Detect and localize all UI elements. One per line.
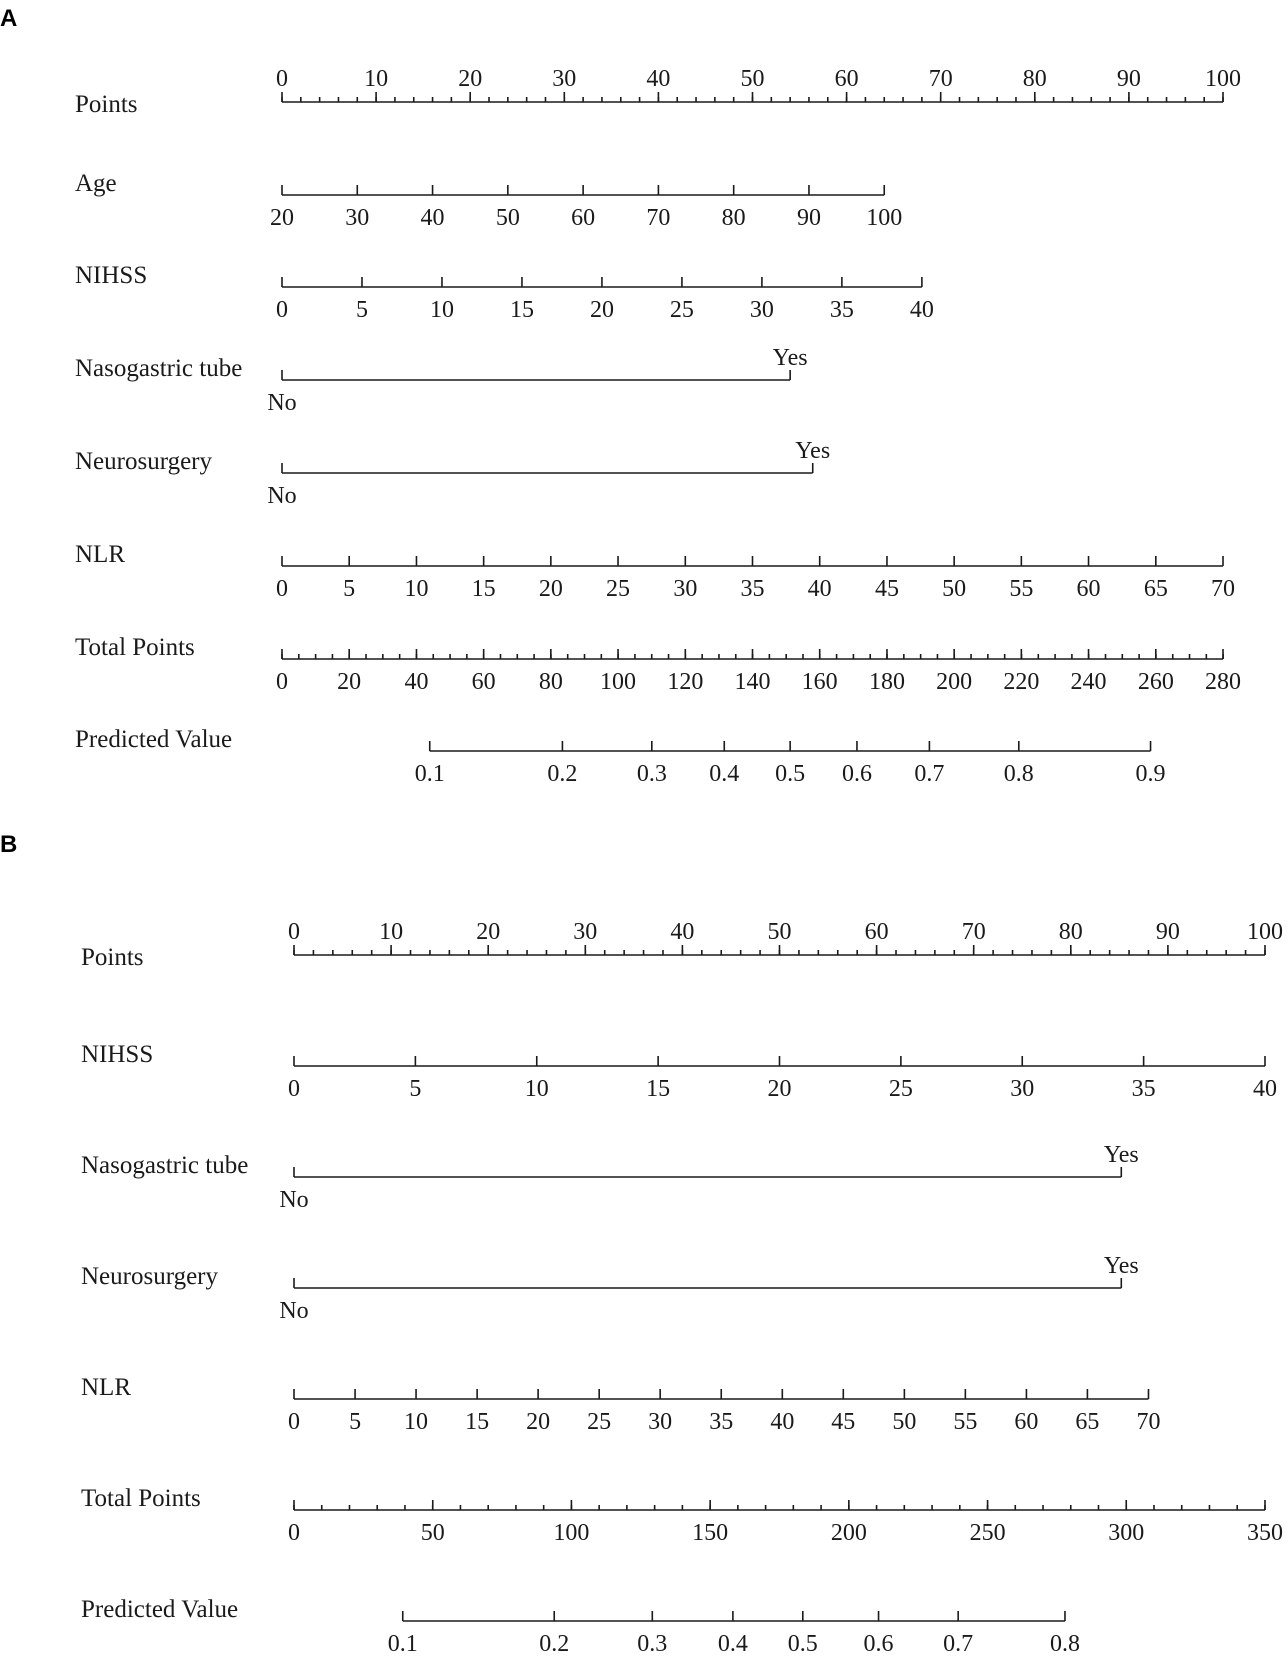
tick-label: 0.4	[717, 1631, 748, 1657]
tick-label: 70	[928, 66, 953, 92]
tick-label: 15	[465, 1409, 490, 1435]
row-neurosurgery	[75, 438, 830, 509]
panel-b-nomogram	[81, 919, 1283, 1657]
tick-label: 0.6	[863, 1631, 894, 1657]
tick-label: 30	[552, 66, 577, 92]
tick-label: 200	[936, 669, 973, 695]
tick-label: 45	[831, 1409, 856, 1435]
tick-label: 240	[1070, 669, 1107, 695]
tick-label: 35	[1131, 1076, 1156, 1102]
row-total-points	[81, 1485, 1283, 1546]
tick-label: 90	[1116, 66, 1141, 92]
tick-label: 70	[646, 205, 671, 231]
tick-label: 40	[807, 576, 832, 602]
tick-label: 15	[471, 576, 496, 602]
tick-label: 50	[767, 919, 792, 945]
tick-label: 0.9	[1135, 761, 1166, 787]
tick-label: 50	[420, 1520, 445, 1546]
tick-label: 0.7	[914, 761, 945, 787]
tick-label: 40	[404, 669, 429, 695]
tick-label: 20	[337, 669, 362, 695]
tick-label: 350	[1247, 1520, 1283, 1546]
level-label-no: No	[279, 1298, 309, 1324]
tick-label: 200	[830, 1520, 867, 1546]
tick-label: 60	[864, 919, 889, 945]
row-label-nasogastric-tube: Nasogastric tube	[75, 355, 243, 382]
tick-label: 20	[526, 1409, 551, 1435]
tick-label: 280	[1205, 669, 1241, 695]
tick-label: 25	[669, 297, 694, 323]
tick-label: 120	[667, 669, 704, 695]
tick-label: 0	[288, 1409, 300, 1435]
row-label-predicted-value: Predicted Value	[81, 1596, 239, 1623]
tick-label: 30	[345, 205, 370, 231]
tick-label: 35	[829, 297, 854, 323]
row-nlr	[81, 1374, 1160, 1435]
tick-label: 150	[692, 1520, 729, 1546]
tick-label: 0.3	[637, 1631, 668, 1657]
tick-label: 20	[538, 576, 563, 602]
tick-label: 50	[892, 1409, 917, 1435]
tick-label: 100	[1247, 919, 1283, 945]
tick-label: 300	[1108, 1520, 1145, 1546]
row-label-predicted-value: Predicted Value	[75, 726, 233, 753]
tick-label: 100	[553, 1520, 590, 1546]
tick-label: 0.2	[539, 1631, 570, 1657]
row-label-points: Points	[75, 91, 138, 118]
panel-b-label: B	[0, 831, 18, 858]
tick-label: 0.8	[1003, 761, 1034, 787]
row-nihss	[81, 1041, 1277, 1102]
tick-label: 80	[721, 205, 746, 231]
tick-label: 0.3	[636, 761, 667, 787]
tick-label: 0	[288, 1076, 300, 1102]
panel-a-label: A	[0, 5, 18, 32]
tick-label: 50	[740, 66, 765, 92]
row-age	[75, 170, 902, 231]
tick-label: 10	[524, 1076, 549, 1102]
tick-label: 40	[770, 1409, 795, 1435]
row-points	[75, 66, 1241, 118]
tick-label: 70	[961, 919, 986, 945]
tick-label: 60	[571, 205, 596, 231]
tick-label: 40	[909, 297, 934, 323]
row-predicted-value	[81, 1596, 1080, 1657]
tick-label: 40	[670, 919, 695, 945]
level-label-yes: Yes	[1103, 1253, 1139, 1279]
tick-label: 30	[573, 919, 598, 945]
tick-label: 35	[740, 576, 765, 602]
tick-label: 25	[888, 1076, 913, 1102]
tick-label: 140	[734, 669, 771, 695]
tick-label: 100	[866, 205, 903, 231]
row-label-age: Age	[75, 170, 117, 197]
tick-label: 0.8	[1049, 1631, 1080, 1657]
tick-label: 20	[270, 205, 294, 231]
row-nlr	[75, 541, 1235, 602]
row-neurosurgery	[81, 1253, 1139, 1324]
tick-label: 10	[364, 66, 389, 92]
row-total-points	[75, 634, 1241, 695]
level-label-yes: Yes	[1103, 1142, 1139, 1168]
tick-label: 0.7	[943, 1631, 974, 1657]
tick-label: 0.2	[547, 761, 578, 787]
row-predicted-value	[75, 726, 1166, 787]
row-label-nihss: NIHSS	[81, 1041, 154, 1068]
tick-label: 250	[969, 1520, 1006, 1546]
tick-label: 5	[349, 1409, 362, 1435]
tick-label: 30	[1010, 1076, 1035, 1102]
row-points	[81, 919, 1283, 971]
tick-label: 100	[600, 669, 637, 695]
level-label-yes: Yes	[772, 345, 808, 371]
row-nihss	[75, 262, 934, 323]
tick-label: 0	[276, 297, 288, 323]
level-label-no: No	[267, 483, 297, 509]
tick-label: 80	[1022, 66, 1047, 92]
tick-label: 260	[1137, 669, 1174, 695]
tick-label: 60	[1076, 576, 1101, 602]
tick-label: 40	[646, 66, 671, 92]
tick-label: 25	[587, 1409, 612, 1435]
tick-label: 60	[471, 669, 496, 695]
tick-label: 20	[476, 919, 501, 945]
tick-label: 20	[589, 297, 614, 323]
tick-label: 0	[288, 919, 300, 945]
tick-label: 10	[379, 919, 404, 945]
tick-label: 60	[1014, 1409, 1039, 1435]
row-label-points: Points	[81, 944, 144, 971]
tick-label: 25	[606, 576, 631, 602]
tick-label: 30	[648, 1409, 673, 1435]
tick-label: 0.4	[709, 761, 740, 787]
tick-label: 10	[404, 576, 429, 602]
tick-label: 55	[1009, 576, 1034, 602]
tick-label: 30	[749, 297, 774, 323]
tick-label: 55	[953, 1409, 978, 1435]
tick-label: 90	[1155, 919, 1180, 945]
tick-label: 100	[1205, 66, 1241, 92]
tick-label: 60	[834, 66, 859, 92]
tick-label: 40	[1253, 1076, 1277, 1102]
tick-label: 0.6	[841, 761, 872, 787]
tick-label: 5	[409, 1076, 422, 1102]
tick-label: 70	[1211, 576, 1235, 602]
tick-label: 0	[276, 576, 288, 602]
tick-label: 45	[874, 576, 899, 602]
tick-label: 10	[404, 1409, 429, 1435]
tick-label: 5	[343, 576, 356, 602]
row-label-nlr: NLR	[75, 541, 125, 568]
level-label-no: No	[267, 390, 297, 416]
tick-label: 20	[458, 66, 483, 92]
tick-label: 15	[509, 297, 534, 323]
row-nasogastric-tube	[81, 1142, 1139, 1213]
row-label-neurosurgery: Neurosurgery	[75, 448, 212, 475]
tick-label: 65	[1143, 576, 1168, 602]
row-label-nihss: NIHSS	[75, 262, 148, 289]
row-label-neurosurgery: Neurosurgery	[81, 1263, 218, 1290]
tick-label: 0.1	[387, 1631, 418, 1657]
row-nasogastric-tube	[75, 345, 808, 416]
tick-label: 50	[942, 576, 967, 602]
panel-a-nomogram	[75, 66, 1241, 787]
tick-label: 0	[276, 66, 288, 92]
row-label-nlr: NLR	[81, 1374, 131, 1401]
tick-label: 220	[1003, 669, 1040, 695]
tick-label: 0.1	[414, 761, 445, 787]
tick-label: 10	[429, 297, 454, 323]
tick-label: 90	[796, 205, 821, 231]
tick-label: 5	[355, 297, 368, 323]
tick-label: 80	[1058, 919, 1083, 945]
row-label-total-points: Total Points	[75, 634, 195, 661]
tick-label: 35	[709, 1409, 734, 1435]
tick-label: 50	[495, 205, 520, 231]
tick-label: 65	[1075, 1409, 1100, 1435]
level-label-yes: Yes	[795, 438, 831, 464]
row-label-nasogastric-tube: Nasogastric tube	[81, 1152, 249, 1179]
tick-label: 20	[767, 1076, 792, 1102]
tick-label: 40	[420, 205, 445, 231]
tick-label: 70	[1136, 1409, 1161, 1435]
tick-label: 0	[276, 669, 288, 695]
row-label-total-points: Total Points	[81, 1485, 201, 1512]
tick-label: 0.5	[787, 1631, 818, 1657]
tick-label: 15	[646, 1076, 671, 1102]
tick-label: 0	[288, 1520, 300, 1546]
tick-label: 30	[673, 576, 698, 602]
tick-label: 80	[538, 669, 563, 695]
tick-label: 180	[868, 669, 905, 695]
tick-label: 0.5	[775, 761, 806, 787]
tick-label: 160	[801, 669, 838, 695]
level-label-no: No	[279, 1187, 309, 1213]
